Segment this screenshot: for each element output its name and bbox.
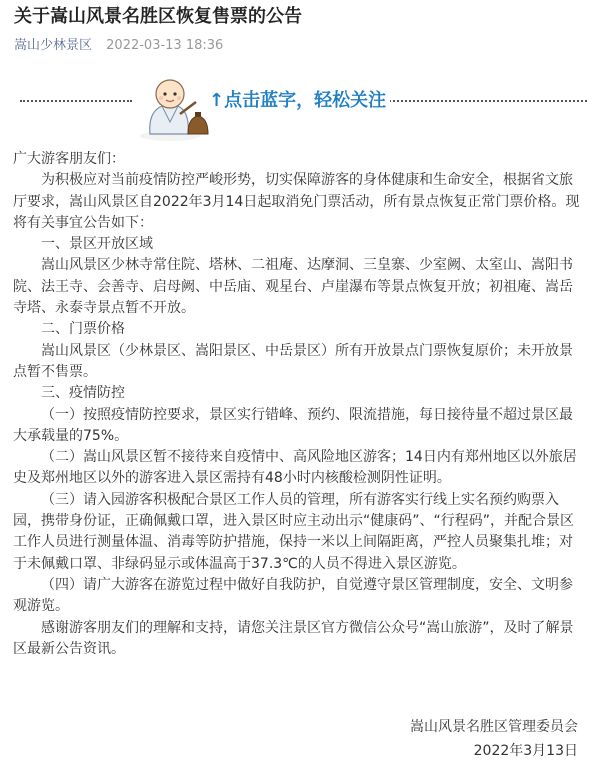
monk-ringing-bell-icon bbox=[132, 72, 212, 144]
signature-org: 嵩山风景名胜区管理委员会 bbox=[410, 719, 578, 735]
epidemic-item-4: （四）请广大游客在游览过程中做好自我防护，自觉遵守景区管理制度，安全、文明参观游览。 bbox=[13, 576, 573, 615]
greeting: 广大游客朋友们： bbox=[13, 151, 125, 167]
open-areas-paragraph: 嵩山风景区少林寺常住院、塔林、二祖庵、达摩洞、三皇寨、少室阙、太室山、嵩阳书院、法王寺、会善寺、启母阙、中岳庙、观星台、卢崖瀑布等景点恢复开放；初祖庵、嵩岳寺塔、永泰寺景点暂不开放。 bbox=[13, 257, 573, 317]
signature-date: 2022年3月13日 bbox=[473, 743, 578, 759]
article-body bbox=[13, 149, 585, 660]
intro-paragraph: 为积极应对当前疫情防控严峻形势，切实保障游客的身体健康和生命安全，根据省文旅厅要求，嵩山风景区自2022年3月14日起取消免门票活动，所有景点恢复正常门票价格。现将有关事宜公告如下： bbox=[13, 172, 580, 231]
signature-block bbox=[410, 715, 578, 763]
follow-prompt-text[interactable]: ↑点击蓝字，轻松关注 bbox=[205, 89, 390, 113]
follow-banner[interactable] bbox=[0, 72, 600, 144]
section-heading-open-areas: 一、景区开放区域 bbox=[41, 236, 153, 253]
account-name-link[interactable]: 嵩山少林景区 bbox=[14, 38, 93, 53]
epidemic-item-1: （一）按照疫情防控要求，景区实行错峰、预约、限流措施，每日接待量不超过景区最大承载量的75%。 bbox=[13, 406, 573, 444]
section-heading-epidemic-control: 三、疫情防控 bbox=[41, 385, 125, 402]
section-heading-ticket-price: 二、门票价格 bbox=[41, 321, 125, 338]
publish-time: 2022-03-13 18:36 bbox=[106, 38, 224, 53]
epidemic-item-3: （三）请入园游客积极配合景区工作人员的管理，所有游客实行线上实名预约购票入园，携带身份证，正确佩戴口罩，进入景区时应主动出示“健康码”、“行程码”，并配合景区工作人员进行测量体温、消毒等防护措施，保持一米以上间隔距离，严控人员聚集扎堆；对于未佩戴口罩、非绿码显示或体温高于37.3℃的人员不得进入景区游览。 bbox=[13, 491, 575, 572]
article-title: 关于嵩山风景名胜区恢复售票的公告 bbox=[14, 6, 302, 27]
epidemic-item-2: （二）嵩山风景区暂不接待来自疫情中、高风险地区游客；14日内有郑州地区以外旅居史及郑州地区以外的游客进入景区需持有48小时内核酸检测阴性证明。 bbox=[13, 449, 577, 487]
article-meta bbox=[14, 37, 223, 55]
banner-divider-left bbox=[20, 100, 132, 102]
closing-paragraph: 感谢游客朋友们的理解和支持，请您关注景区官方微信公众号“嵩山旅游”，及时了解景区最新公告资讯。 bbox=[13, 619, 574, 657]
ticket-price-paragraph: 嵩山风景区（少林景区、嵩阳景区、中岳景区）所有开放景点门票恢复原价；未开放景点暂不售票。 bbox=[13, 342, 573, 380]
